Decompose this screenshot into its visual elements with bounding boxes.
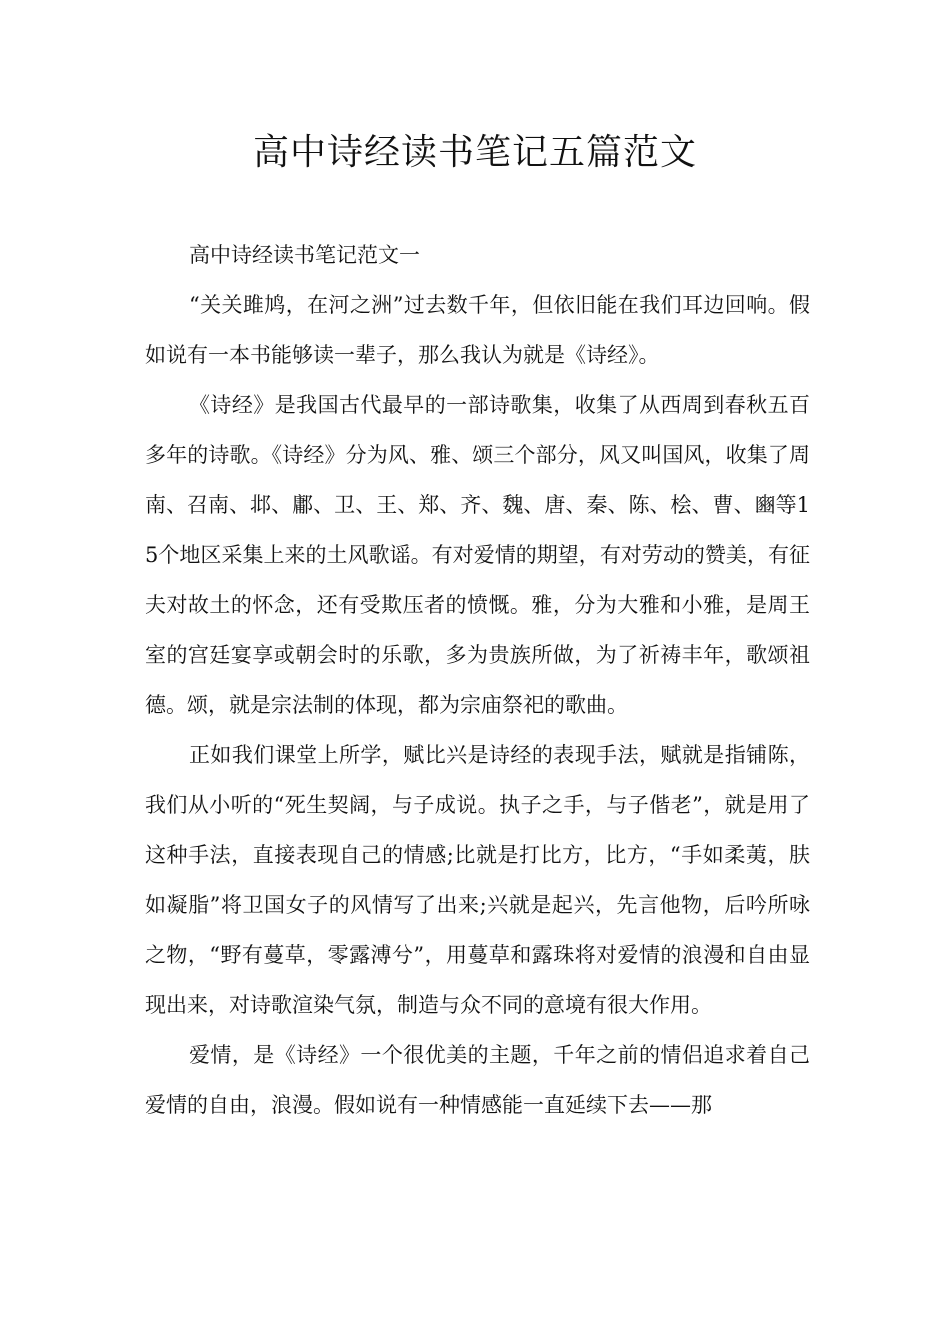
document-title: 高中诗经读书笔记五篇范文: [252, 132, 697, 173]
paragraph: 爱情，是《诗经》一个很优美的主题，千年之前的情侣追求着自己爱情的自由，浪漫。假如说有一种情感能一直延续下去——那: [145, 1043, 810, 1117]
paragraph: “关关雎鸠，在河之洲”过去数千年，但依旧能在我们耳边回响。假如说有一本书能够读一辈子，那么我认为就是《诗经》。: [145, 293, 810, 367]
document-body: [145, 230, 810, 1130]
section-heading: 高中诗经读书笔记范文一: [189, 243, 420, 267]
paragraph: 正如我们课堂上所学，赋比兴是诗经的表现手法，赋就是指铺陈，我们从小听的“死生契阔，与子成说。执子之手，与子偕老”，就是用了这种手法，直接表现自己的情感;比就是打比方，比方，“手如柔荑，肤如凝脂”将卫国女子的风情写了出来;兴就是起兴，先言他物，后吟所咏之物，“野有蔓草，零露溥兮”，用蔓草和露珠将对爱情的浪漫和自由显现出来，对诗歌渲染气氛，制造与众不同的意境有很大作用。: [145, 743, 810, 1017]
paragraph: 《诗经》是我国古代最早的一部诗歌集，收集了从西周到春秋五百多年的诗歌。《诗经》分为风、雅、颂三个部分，风又叫国风，收集了周南、召南、邶、鄘、卫、王、郑、齐、魏、唐、秦、陈、桧、曹、豳等15个地区采集上来的土风歌谣。有对爱情的期望，有对劳动的赞美，有征夫对故土的怀念，还有受欺压者的愤慨。雅，分为大雅和小雅，是周王室的宫廷宴享或朝会时的乐歌，多为贵族所做，为了祈祷丰年，歌颂祖德。颂，就是宗法制的体现，都为宗庙祭祀的歌曲。: [145, 393, 810, 717]
